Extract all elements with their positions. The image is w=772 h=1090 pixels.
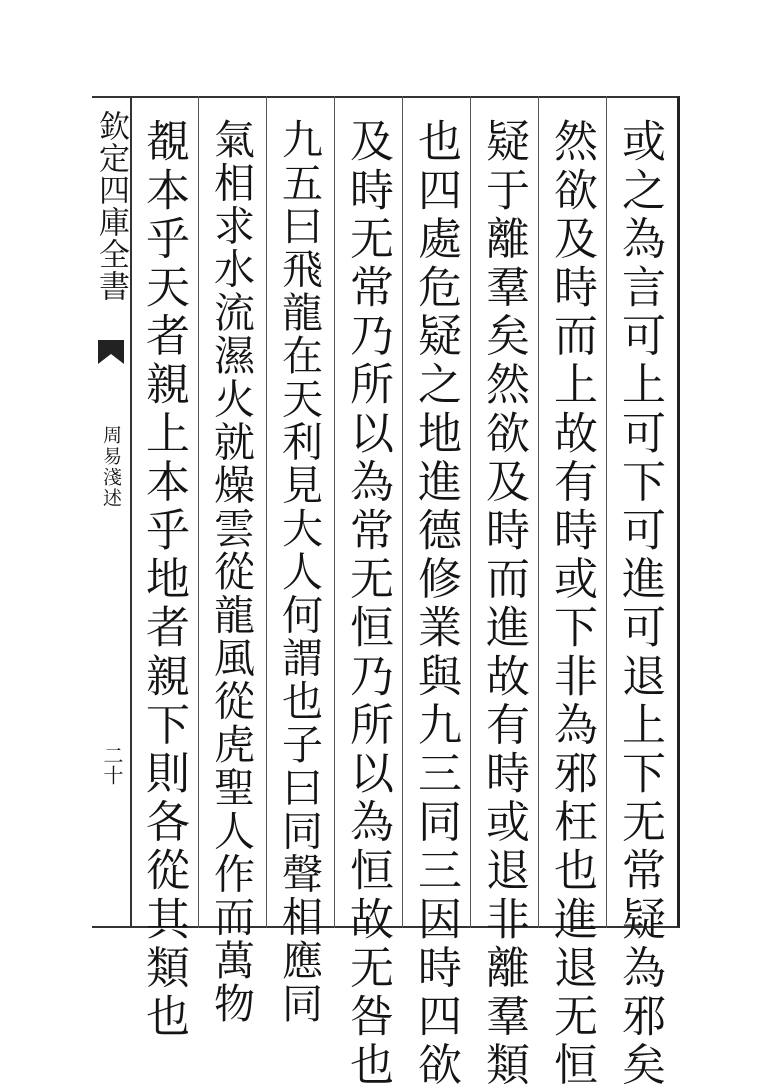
column-rule [470, 96, 471, 928]
text-column-1: 或之為言可上可下可進可退上下无常疑為邪矣 [614, 118, 665, 1090]
column-rule [334, 96, 335, 928]
text-column-3: 疑于離羣矣然欲及時而進故有時或退非離羣類 [478, 118, 529, 1090]
margin-rule [130, 96, 132, 928]
text-column-2: 然欲及時而上故有時或下非為邪枉也進退无恒 [546, 118, 597, 1090]
column-rule [198, 96, 199, 928]
margin-chapter-title: 周易淺述 [100, 425, 122, 509]
column-rule [606, 96, 607, 928]
margin-book-title: 欽定四庫全書 [93, 110, 129, 302]
column-rule [266, 96, 267, 928]
column-rule [538, 96, 539, 928]
text-column-7: 氣相求水流濕火就燥雲從龍風從虎聖人作而萬物 [207, 118, 255, 1026]
margin-folio-number: 二十 [100, 745, 124, 785]
text-column-5: 及時无常乃所以為常无恒乃所以為恒故无咎也 [342, 118, 393, 1090]
fishtail-icon [96, 338, 126, 366]
text-column-6: 九五曰飛龍在天利見大人何謂也子曰同聲相應同 [275, 118, 323, 1026]
text-column-4: 也四處危疑之地進德修業與九三同三因時四欲 [410, 118, 461, 1090]
column-rule [402, 96, 403, 928]
text-column-8: 覩本乎天者親上本乎地者親下則各從其類也 [138, 118, 189, 1042]
